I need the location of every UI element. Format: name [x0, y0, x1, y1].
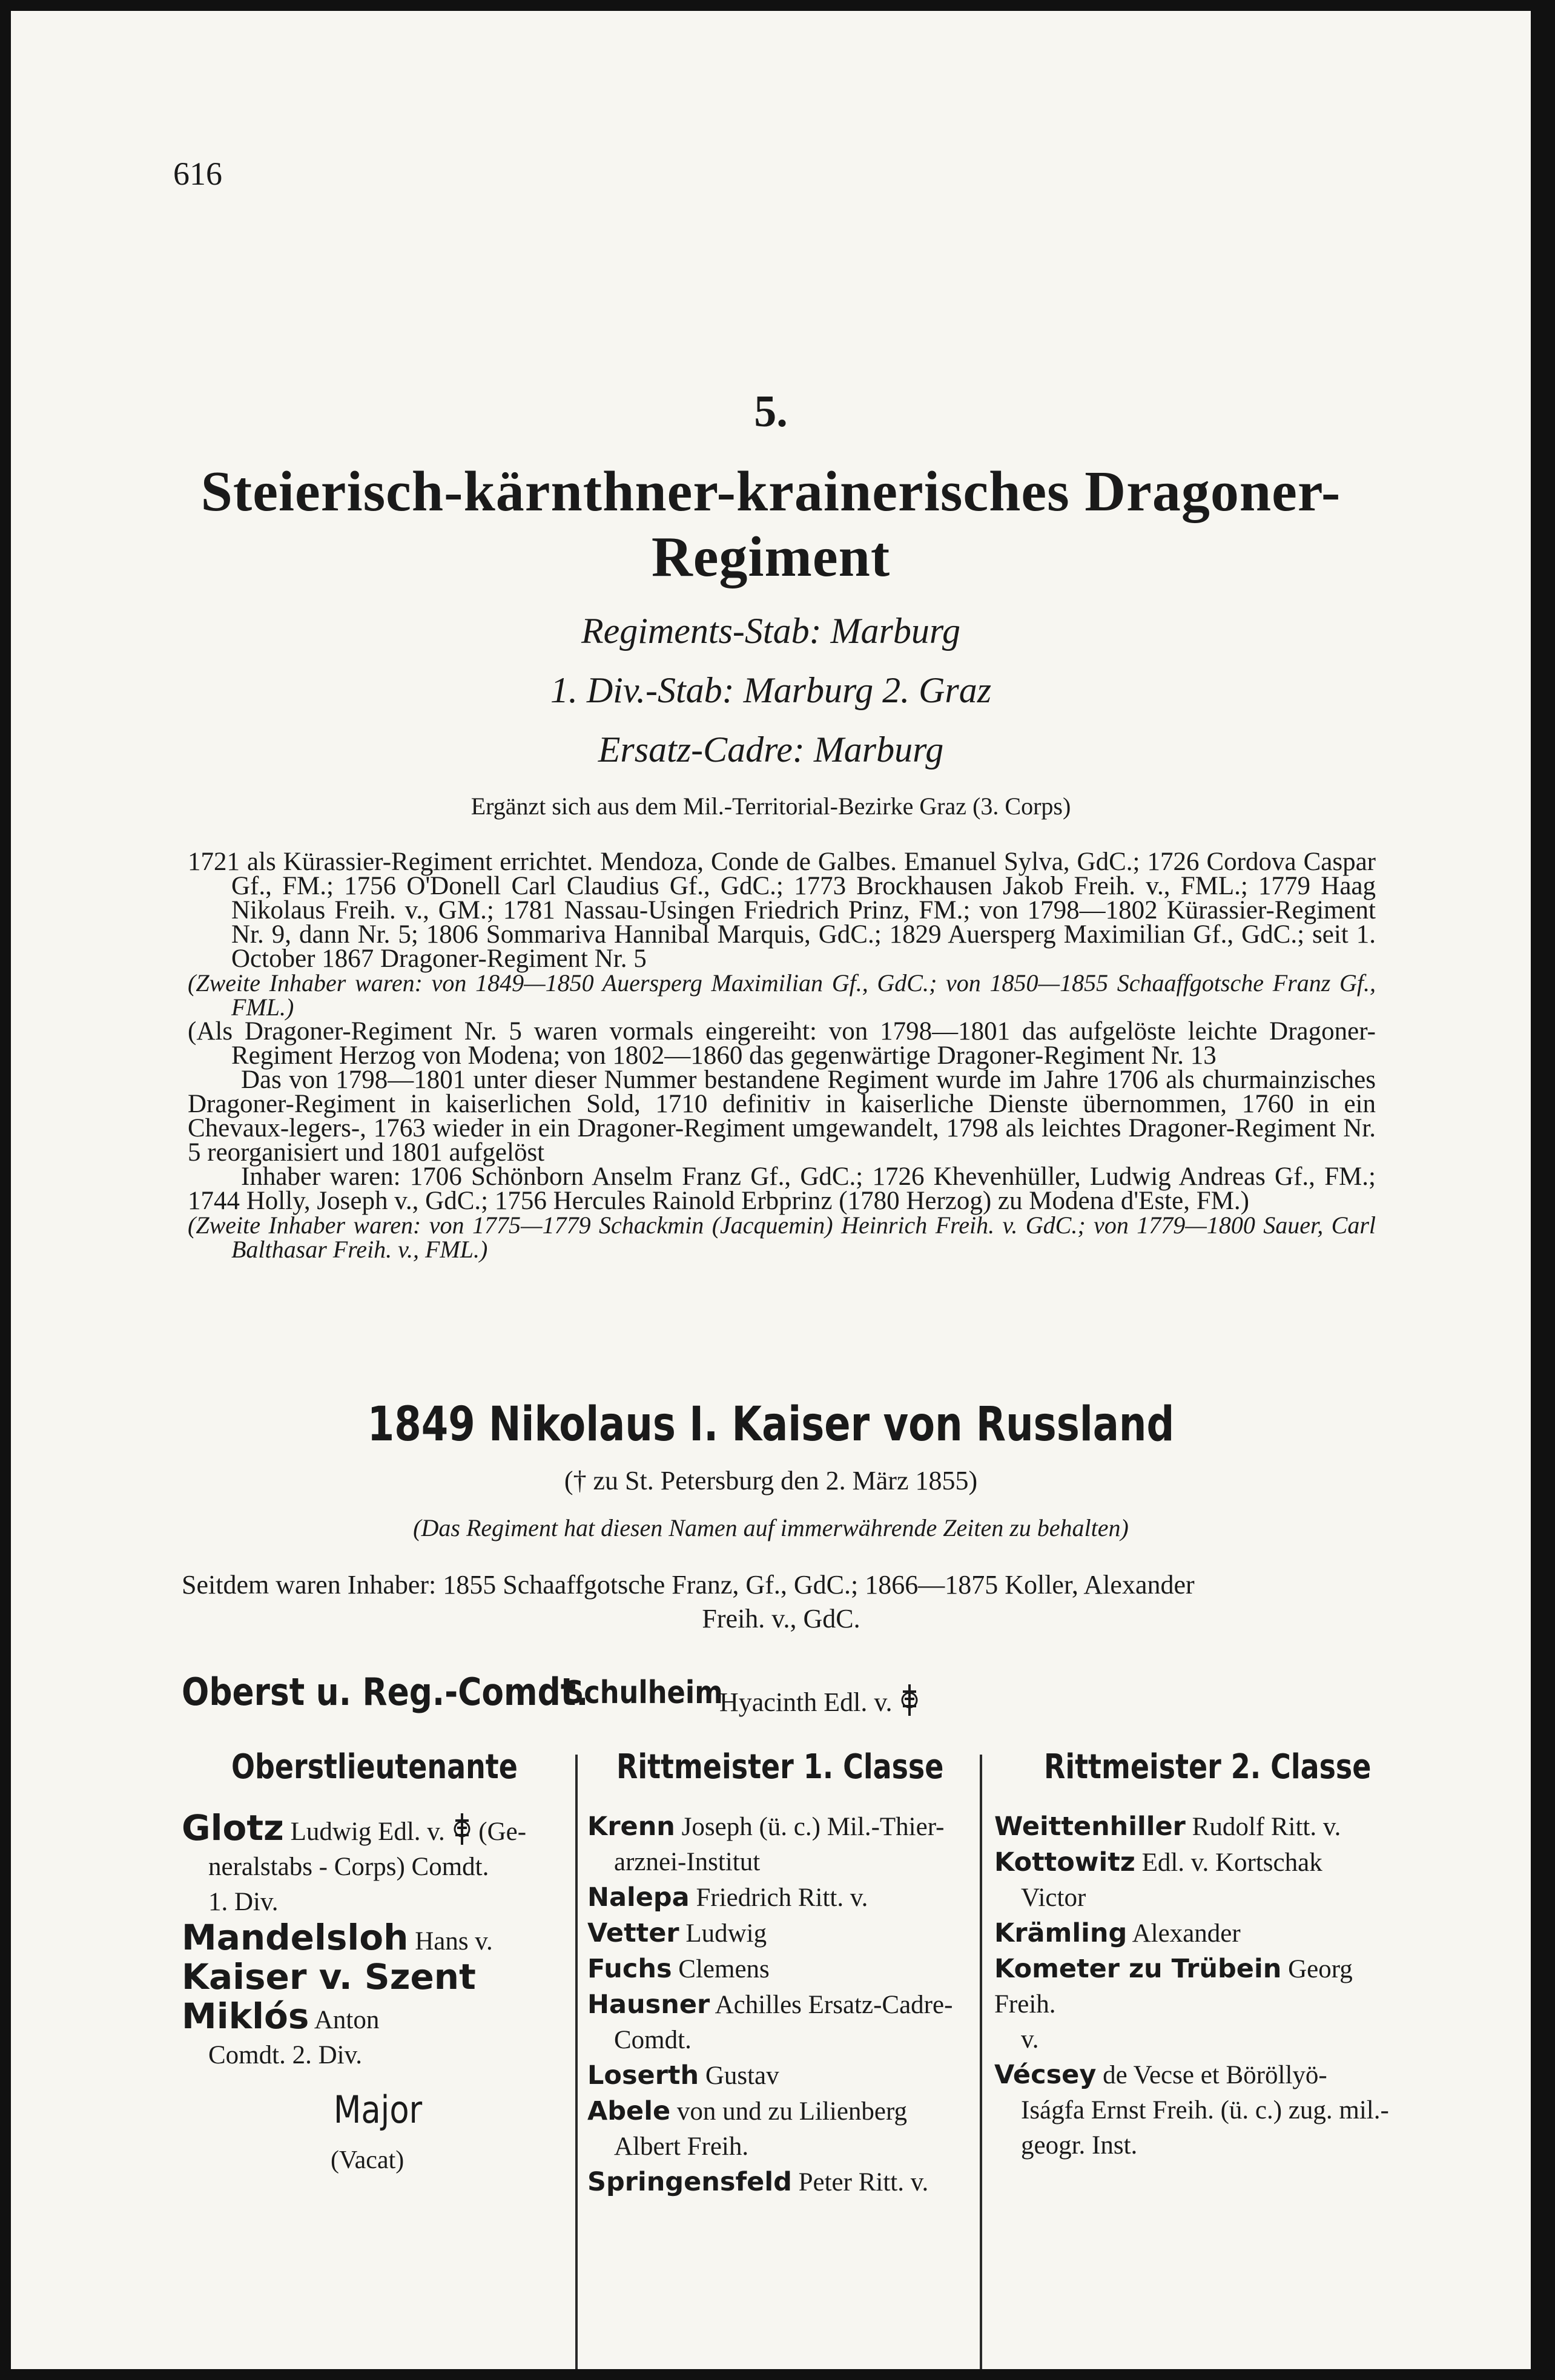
- list-item: [587, 1916, 972, 1951]
- officer-details: Albert Freih.: [614, 2132, 749, 2161]
- officer-details: Joseph (ü. c.) Mil.-Thier-: [681, 1813, 945, 1841]
- officer-surname: Nalepa: [587, 1882, 690, 1913]
- list-item: [994, 1845, 1394, 1916]
- oberst-rank: Oberst u. Reg.-Comdt.: [182, 1670, 589, 1714]
- officer-details: Ludwig Edl. v.: [290, 1818, 445, 1846]
- officer-surname: Glotz: [182, 1807, 284, 1848]
- rittmeister2-list: [994, 1809, 1394, 2163]
- list-item: [994, 2057, 1394, 2163]
- document-page: [11, 11, 1531, 2369]
- history-second-owners: (Zweite Inhaber waren: von 1849—1850 Auersperg Maximilian Gf., GdC.; von 1850—1855 Schaaffgotsche Franz Gf., FML.): [188, 969, 1376, 1021]
- officer-surname: Vetter: [587, 1918, 679, 1948]
- page-number: 616: [173, 156, 222, 192]
- officer-surname: Krenn: [587, 1811, 675, 1842]
- complement-district: Ergänzt sich aus dem Mil.-Territorial-Bezirke Graz (3. Corps): [470, 793, 1071, 820]
- officer-surname: Kottowitz: [994, 1847, 1135, 1877]
- officer-details: Gustav: [705, 2062, 779, 2090]
- list-item: [587, 1880, 972, 1916]
- list-item: [587, 2164, 972, 2200]
- officer-surname: Weittenhiller: [994, 1811, 1186, 1842]
- officer-surname: Kometer zu Trübein: [994, 1954, 1282, 1984]
- list-item: [182, 1956, 569, 2073]
- officer-surname: Vécsey: [994, 2060, 1097, 2090]
- officer-surname: Springensfeld: [587, 2167, 792, 2197]
- officer-details: Georg Freih.: [994, 1955, 1353, 2019]
- major-heading: Major: [333, 2088, 423, 2132]
- emperor-note: (Das Regiment hat diesen Namen auf immerwährende Zeiten zu behalten): [413, 1514, 1129, 1541]
- officer-details: Edl. v. Kortschak: [1141, 1848, 1322, 1877]
- history-second-owners: (Zweite Inhaber waren: von 1775—1779 Schackmin (Jacquemin) Heinrich Freih. v. GdC.; von 1779—1800 Sauer, Carl Balthasar Freih. v., FML.): [188, 1211, 1376, 1263]
- officer-surname: Mandelsloh: [182, 1917, 409, 1958]
- list-item: [182, 1917, 569, 1959]
- column-divider: [575, 1755, 578, 2369]
- officer-surname: Loserth: [587, 2060, 699, 2091]
- officer-details: Ludwig: [685, 1919, 767, 1948]
- order-cross-icon: [452, 1812, 472, 1846]
- oberstlieutenante-heading: Oberstlieutenante: [231, 1747, 518, 1787]
- officer-details: von und zu Lilienberg: [676, 2097, 908, 2126]
- regiment-title-line2: Regiment: [651, 526, 891, 588]
- officer-details: Comdt.: [614, 2026, 692, 2054]
- list-item: [994, 1951, 1394, 2057]
- list-item: [182, 1807, 569, 1920]
- subsequent-owners-line2: Freih. v., GdC.: [702, 1604, 860, 1633]
- oberst-surname: Schulheim: [564, 1675, 723, 1711]
- emperor-death: († zu St. Petersburg den 2. März 1855): [564, 1466, 978, 1495]
- oberst-firstname-text: Hyacinth Edl. v.: [719, 1687, 893, 1717]
- officer-details: Hans v.: [415, 1927, 493, 1956]
- officer-surname: Hausner: [587, 1989, 710, 2020]
- officer-details: Clemens: [678, 1955, 770, 1983]
- officer-details: Comdt. 2. Div.: [208, 2041, 363, 2069]
- history-paragraph: Das von 1798—1801 unter dieser Nummer bestandene Regiment wurde im Jahre 1706 als churmainzisches Dragoner-Regiment in kaiserlichen Sold, 1710 definitiv in kaiserliche Dienste übernommen, 1760 in ein Chevaux-legers-, 1763 wieder in ein Dragoner-Regiment umgewandelt, 1798 als leichtes Dragoner-Regiment Nr. 5 reorganisiert und 1801 aufgelöst: [188, 1066, 1376, 1167]
- rittmeister1-heading: Rittmeister 1. Classe: [616, 1747, 944, 1787]
- subsequent-owners-line1: Seitdem waren Inhaber: 1855 Schaaffgotsche Franz, Gf., GdC.; 1866—1875 Koller, Alexander: [182, 1570, 1195, 1600]
- list-item: [587, 2058, 972, 2094]
- officer-details: Iságfa Ernst Freih. (ü. c.) zug. mil.-geogr. Inst.: [1021, 2096, 1389, 2160]
- list-item: [587, 1951, 972, 1987]
- officer-details: (Ge-: [478, 1818, 527, 1846]
- officer-details: de Vecse et Böröllyö-: [1103, 2061, 1327, 2089]
- ersatz-cadre: Ersatz-Cadre: Marburg: [598, 730, 944, 770]
- officer-details: arznei-Institut: [614, 1848, 761, 1876]
- list-item: [587, 1809, 972, 1880]
- history-paragraph: (Als Dragoner-Regiment Nr. 5 waren vormals eingereiht: von 1798—1801 das aufgelöste leichte Dragoner-Regiment Herzog von Modena; von 1802—1860 das gegenwärtige Dragoner-Regiment Nr. 13: [188, 1017, 1376, 1070]
- officer-details: Peter Ritt. v.: [798, 2168, 929, 2197]
- column-divider: [980, 1755, 982, 2369]
- emperor-name: 1849 Nikolaus I. Kaiser von Russland: [367, 1397, 1175, 1452]
- oberst-firstname: [719, 1683, 920, 1718]
- officer-details: Alexander: [1132, 1919, 1241, 1948]
- division-stab: 1. Div.-Stab: Marburg 2. Graz: [550, 670, 992, 710]
- officer-details: neralstabs - Corps) Comdt.: [208, 1853, 489, 1881]
- officer-details: 1. Div.: [208, 1888, 279, 1916]
- officer-details: Victor: [1021, 1884, 1086, 1912]
- rittmeister1-list: [587, 1809, 972, 2200]
- officer-details: Anton: [314, 2006, 380, 2034]
- list-item: [994, 1809, 1394, 1845]
- order-cross-icon: [899, 1683, 920, 1717]
- officer-surname: Abele: [587, 2096, 671, 2126]
- list-item: [994, 1916, 1394, 1951]
- subsequent-owners: [182, 1568, 1381, 1636]
- officer-surname: Fuchs: [587, 1954, 672, 1984]
- history-paragraph: 1721 als Kürassier-Regiment errichtet. Mendoza, Conde de Galbes. Emanuel Sylva, GdC.; 1726 Cordova Caspar Gf., FM.; 1756 O'Donell Carl Claudius Gf., GdC.; 1773 Brockhausen Jakob Freih. v., FML.; 1779 Haag Nikolaus Freih. v., GM.; 1781 Nassau-Usingen Friedrich Prinz, FM.; von 1798—1802 Kürassier-Regiment Nr. 9, dann Nr. 5; 1806 Sommariva Hannibal Marquis, GdC.; 1829 Auersperg Maximilian Gf., GdC.; seit 1. October 1867 Dragoner-Regiment Nr. 5: [188, 848, 1376, 973]
- officer-details: Friedrich Ritt. v.: [696, 1884, 868, 1912]
- officer-details: Rudolf Ritt. v.: [1192, 1813, 1341, 1841]
- history-paragraph: Inhaber waren: 1706 Schönborn Anselm Franz Gf., GdC.; 1726 Khevenhüller, Ludwig Andreas Gf., FM.; 1744 Holly, Joseph v., GdC.; 1756 Hercules Rainold Erbprinz (1780 Herzog) zu Modena d'Este, FM.): [188, 1162, 1376, 1215]
- regiment-title-line1: Steierisch-kärnthner-krainerisches Dragoner-: [200, 460, 1341, 523]
- list-item: [587, 1987, 972, 2058]
- regiment-history: [188, 850, 1376, 1262]
- list-item: [587, 2094, 972, 2164]
- officer-details: v.: [1021, 2025, 1039, 2054]
- officer-details: Achilles Ersatz-Cadre-: [715, 1991, 953, 2019]
- officer-surname: Kaiser v. Szent Miklós: [182, 1956, 476, 2037]
- officer-surname: Krämling: [994, 1918, 1127, 1948]
- regiments-stab: Regiments-Stab: Marburg: [581, 611, 960, 651]
- oberstlieutenante-list: [182, 1807, 569, 2073]
- major-vacat: (Vacat): [331, 2146, 404, 2174]
- rittmeister2-heading: Rittmeister 2. Classe: [1044, 1747, 1372, 1787]
- section-number: 5.: [754, 387, 788, 437]
